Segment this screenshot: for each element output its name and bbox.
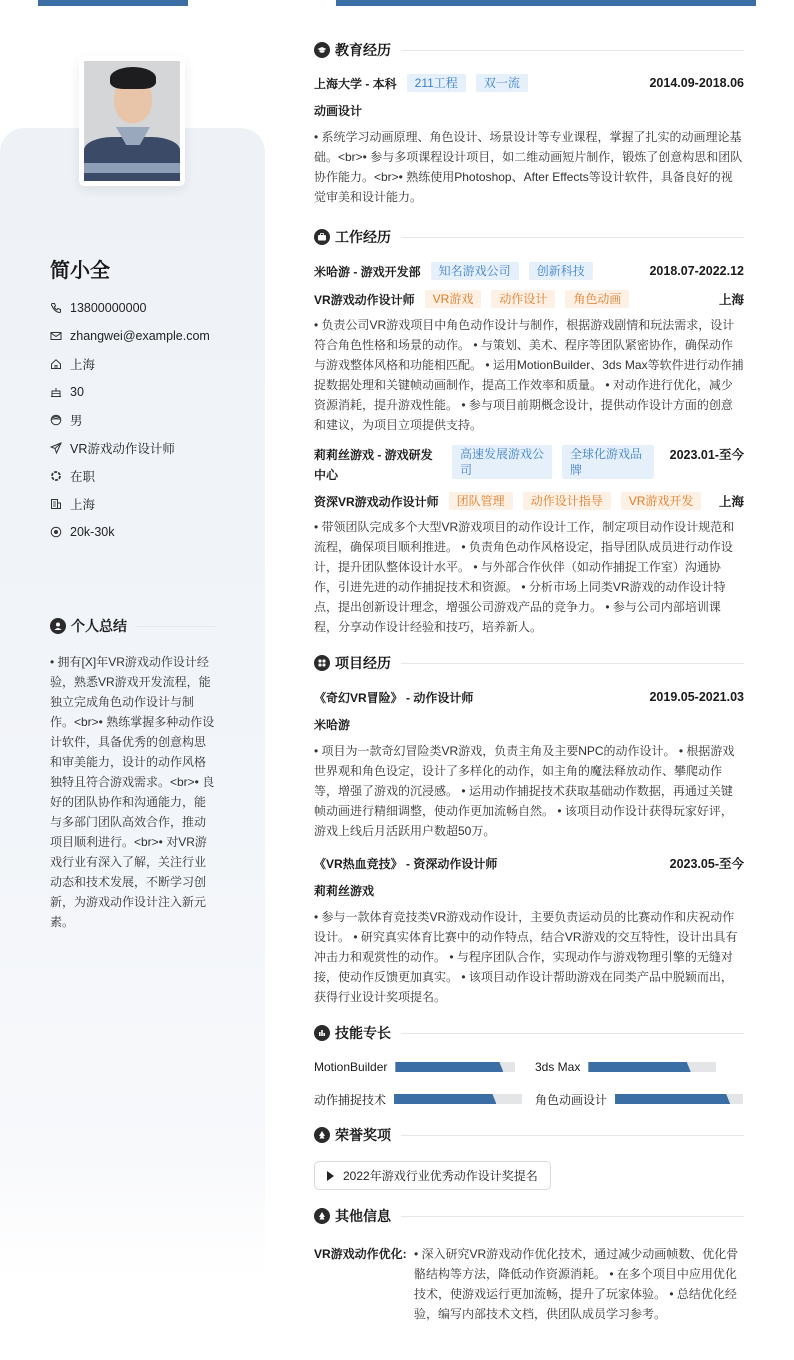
top-accent-bar-left <box>38 0 188 6</box>
role-tag: VR游戏 <box>425 290 482 308</box>
graduation-cap-icon <box>314 42 330 58</box>
project-entry-header <box>314 687 744 707</box>
work-role-row <box>314 491 744 511</box>
other-info-text: • 深入研究VR游戏动作优化技术，通过减少动画帧数、优化骨骼结构等方法，降低动作资源消耗。 • 在多个项目中应用优化技术，使游戏运行更加流畅，提升了玩家体验。 • 总结优化经验，编写内部技术文档，供团队成员学习参考。 <box>414 1247 739 1321</box>
role-tag: 角色动画 <box>565 290 629 308</box>
education-date: 2014.09-2018.06 <box>649 76 744 90</box>
skill-bar-fill <box>394 1094 496 1104</box>
work-location: 上海 <box>718 293 744 307</box>
send-icon <box>50 442 62 454</box>
work-section-header <box>314 225 744 249</box>
skill-bar <box>395 1062 515 1072</box>
skill-bar-fill <box>395 1062 503 1072</box>
work-title: 工作经历 <box>335 229 391 245</box>
divider <box>401 1216 744 1217</box>
contact-gender: 男 <box>50 406 210 434</box>
skill-name: 动作捕捉技术 <box>314 1092 387 1107</box>
company-tag: 创新科技 <box>529 262 593 280</box>
trophy-icon <box>314 1127 330 1143</box>
role-tag: 动作设计 <box>491 290 555 308</box>
skill-name: MotionBuilder <box>314 1060 388 1074</box>
work-description: • 带领团队完成多个大型VR游戏项目的动作设计工作，制定项目动作设计规范和流程，确保项目顺利推进。 • 负责角色动作风格设定，指导团队成员进行动作设计，提升团队整体设计水平。 • 与外部合作伙伴（如动作捕捉工作室）沟通协作，引进先进的动作捕捉技术和资源。 • 分析市场上同类VR游戏的动作设计特点，提出创新设计理念，增强公司游戏产品的竞争力。 • 参与公司内部培训课程，分享动作设计经验和技巧，培养新人。 <box>314 520 735 634</box>
profile-photo <box>84 61 180 181</box>
awards-section-header <box>314 1123 744 1147</box>
main-content <box>314 38 744 1324</box>
divider <box>137 626 215 627</box>
contact-location: 上海 <box>50 350 210 378</box>
contact-email: zhangwei@example.com <box>50 322 210 350</box>
divider <box>401 237 744 238</box>
work-entry-header <box>314 445 744 485</box>
divider <box>401 1135 744 1136</box>
play-triangle-icon <box>327 1171 334 1181</box>
skill-bar <box>588 1062 716 1072</box>
project-description: • 项目为一款奇幻冒险类VR游戏，负责主角及主要NPC的动作设计。 • 根据游戏世界观和角色设定，设计了多样化的动作，如主角的魔法释放动作、攀爬动作等，增强了游戏的沉浸感。 • 运用动作捕捉技术获取基础动作数据，再通过关键帧动画进行精细调整，使动作更加流畅自然。 • 该项目动作设计获得玩家好评，游戏上线后月活跃用户数超50万。 <box>314 744 735 838</box>
avatar <box>79 56 185 186</box>
education-section-header <box>314 38 744 62</box>
skill-item <box>314 1089 523 1109</box>
contact-age: 30 <box>50 378 210 406</box>
skill-bar <box>615 1094 743 1104</box>
home-icon <box>50 358 62 370</box>
skills-grid <box>314 1057 744 1109</box>
project-description: • 参与一款体育竞技类VR游戏动作设计，主要负责运动员的比赛动作和庆祝动作设计。 • 研究真实体育比赛中的动作特点，结合VR游戏的交互特性，设计出具有冲击力和观赏性的动作。 • 与程序团队合作，实现动作与游戏物理引擎的无缝对接，使动作反馈更加真实。 • 该项目动作设计帮助游戏在同类产品中脱颖而出，获得行业设计奖项提名。 <box>314 910 738 1004</box>
skill-bar <box>394 1094 522 1104</box>
contact-salary: 20k-30k <box>50 518 210 546</box>
awards-title: 荣誉奖项 <box>335 1127 391 1143</box>
summary-text: • 拥有[X]年VR游戏动作设计经验，熟悉VR游戏开发流程，能独立完成角色动作设计与制作。<br>• 熟练掌握多种动作设计软件，具备优秀的创意构思和审美能力，设计的动作风格独特且符合游戏需求。<br>• 良好的团队协作和沟通能力，能与多部门团队高效合作，推动项目顺利进行。<br>• 对VR游戏行业有深入了解，关注行业动态和技术发展，不断学习创新，为游戏动作设计注入新元素。 <box>50 655 215 929</box>
project-company: 莉莉丝游戏 <box>314 884 375 898</box>
company-name: 莉莉丝游戏 - 游戏研发中心 <box>314 448 433 482</box>
work-date: 2023.01-至今 <box>669 448 744 462</box>
skill-item <box>535 1089 744 1109</box>
major: 动画设计 <box>314 104 363 118</box>
work-entry-header <box>314 261 744 281</box>
info-icon <box>314 1208 330 1224</box>
skill-name: 角色动画设计 <box>535 1092 608 1107</box>
project-date: 2023.05-至今 <box>669 857 744 871</box>
projects-section-header <box>314 651 744 675</box>
job-title: VR游戏动作设计师 <box>314 292 415 307</box>
skill-item <box>535 1057 744 1077</box>
phone-icon <box>50 302 62 314</box>
project-name: 《VR热血竞技》 - 资深动作设计师 <box>314 856 498 871</box>
skills-section-header <box>314 1021 744 1045</box>
contact-status: 在职 <box>50 462 210 490</box>
salary-icon <box>50 526 62 538</box>
status-icon <box>50 470 62 482</box>
job-title: 资深VR游戏动作设计师 <box>314 494 439 509</box>
role-tag: 团队管理 <box>449 492 513 510</box>
project-name: 《奇幻VR冒险》 - 动作设计师 <box>314 690 474 705</box>
contact-phone: 13800000000 <box>50 294 210 322</box>
work-description: • 负责公司VR游戏项目中角色动作设计与制作，根据游戏剧情和玩法需求，设计符合角色性格和场景的动作。 • 与策划、美术、程序等团队紧密协作，确保动作与游戏整体风格和功能相匹配。 • 运用MotionBuilder、3ds Max等软件进行动作捕捉数据处理和关键帧动画制作，提高工作效率和质量。 • 对动作进行优化，减少资源消耗，提升游戏性能。 • 参与项目前期概念设计，提供动作设计方面的创意和建议，为项目立项提供支持。 <box>314 318 744 432</box>
company-tag: 全球化游戏品牌 <box>562 445 654 479</box>
contact-position: VR游戏动作设计师 <box>50 434 210 462</box>
building-icon <box>50 498 62 510</box>
work-date: 2018.07-2022.12 <box>649 264 744 278</box>
company-name: 米哈游 - 游戏开发部 <box>314 264 421 279</box>
skill-bar-fill <box>615 1094 730 1104</box>
role-tag: VR游戏开发 <box>621 492 702 510</box>
education-title: 教育经历 <box>335 42 391 58</box>
bar-chart-icon <box>314 1025 330 1041</box>
divider <box>401 50 744 51</box>
skills-title: 技能专长 <box>335 1025 391 1041</box>
projects-title: 项目经历 <box>335 655 391 671</box>
contact-list <box>50 294 210 546</box>
contact-city: 上海 <box>50 490 210 518</box>
other-section-header <box>314 1204 744 1228</box>
company-tag: 知名游戏公司 <box>431 262 519 280</box>
education-description: • 系统学习动画原理、角色设计、场景设计等专业课程，掌握了扎实的动画理论基础。<br>• 参与多项课程设计项目，如二维动画短片制作，锻炼了创意构思和团队协作能力。<br>• 熟练使用Photoshop、After Effects等设计软件，具备良好的视觉审美和设计能力。 <box>314 130 743 204</box>
other-title: 其他信息 <box>335 1208 391 1224</box>
company-tag: 高速发展游戏公司 <box>452 445 552 479</box>
skill-name: 3ds Max <box>535 1060 581 1074</box>
grid-icon <box>314 655 330 671</box>
skill-item <box>314 1057 523 1077</box>
divider <box>401 663 744 664</box>
school-tag: 211工程 <box>407 74 466 92</box>
role-tag: 动作设计指导 <box>523 492 611 510</box>
user-icon <box>50 618 66 634</box>
project-company: 米哈游 <box>314 718 351 732</box>
summary-section-header <box>50 616 215 636</box>
top-accent-bar-right <box>336 0 756 6</box>
cake-icon <box>50 386 62 398</box>
profile-name: 简小全 <box>50 260 110 282</box>
other-info-item <box>314 1244 744 1324</box>
project-date: 2019.05-2021.03 <box>649 690 744 704</box>
mail-icon <box>50 330 62 342</box>
gender-icon <box>50 414 62 426</box>
work-role-row <box>314 289 744 309</box>
award-item[interactable] <box>314 1161 551 1190</box>
award-text: 2022年游戏行业优秀动作设计奖提名 <box>343 1169 538 1183</box>
briefcase-icon <box>314 229 330 245</box>
school-name: 上海大学 - 本科 <box>314 76 397 91</box>
skill-bar-fill <box>588 1062 690 1072</box>
project-entry-header <box>314 853 744 873</box>
other-info-label: VR游戏动作优化: <box>314 1247 407 1261</box>
work-location: 上海 <box>718 495 744 509</box>
divider <box>401 1033 744 1034</box>
education-entry-header <box>314 73 744 93</box>
summary-title: 个人总结 <box>71 618 127 634</box>
school-tag: 双一流 <box>476 74 528 92</box>
